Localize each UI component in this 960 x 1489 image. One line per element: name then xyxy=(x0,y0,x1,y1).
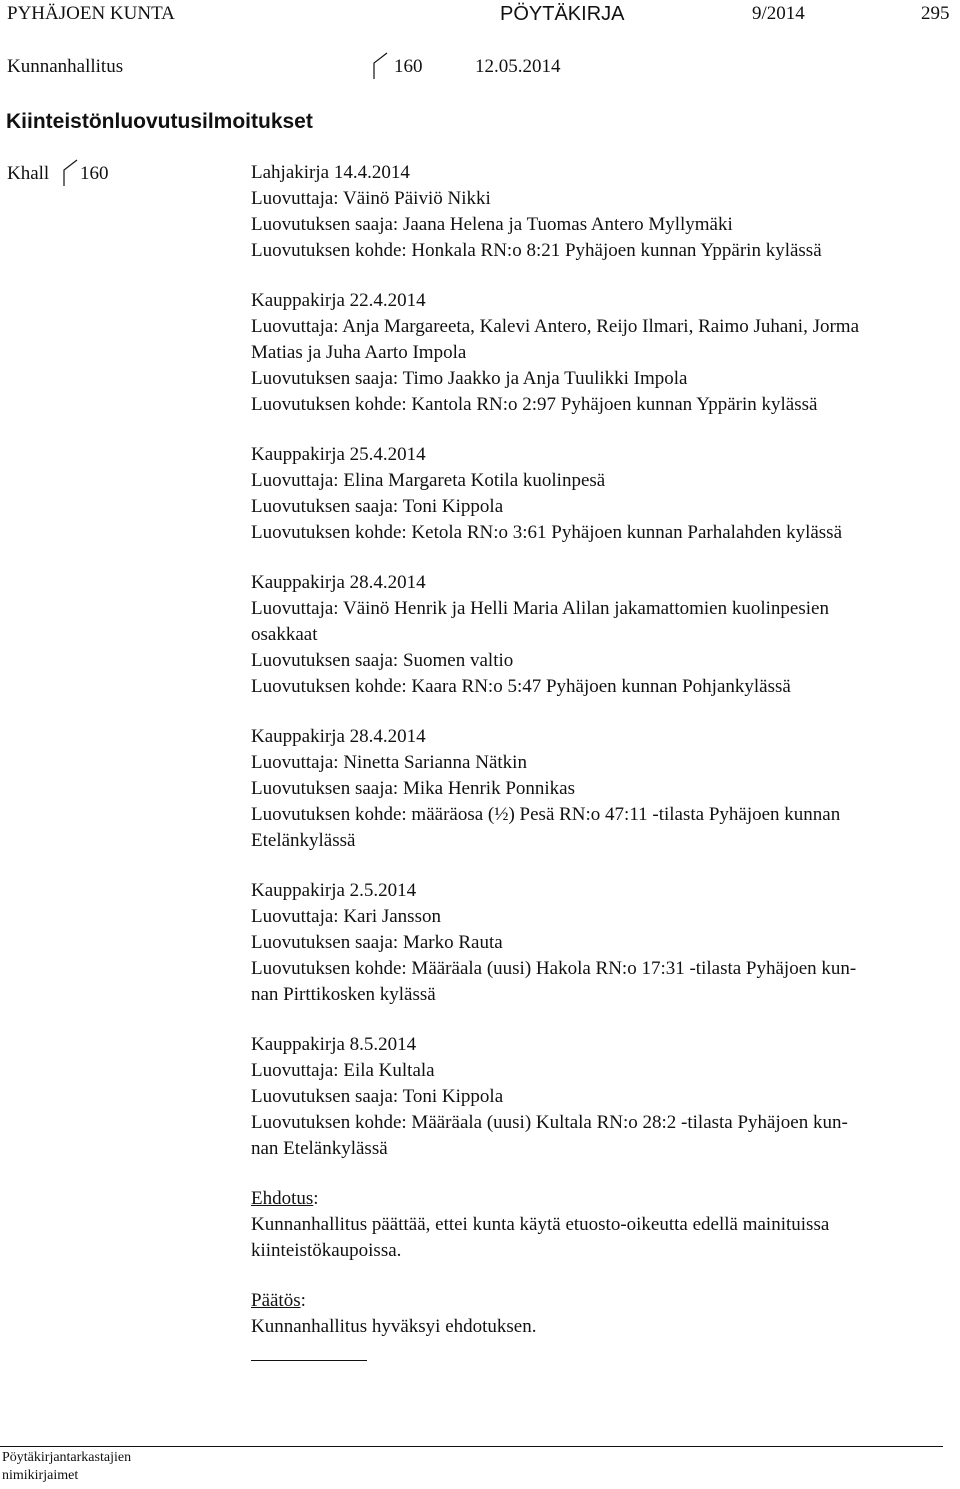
entry-line: Luovutuksen saaja: Jaana Helena ja Tuomas Antero Myllymäki xyxy=(251,214,733,235)
decision-heading-text: Päätös xyxy=(251,1290,301,1311)
entry-line: Kauppakirja 2.5.2014 xyxy=(251,880,417,901)
entry-line: Luovutuksen saaja: Toni Kippola xyxy=(251,1086,504,1107)
entry-line: Luovutuksen kohde: Kaara RN:o 5:47 Pyhäjoen kunnan Pohjankylässä xyxy=(251,676,791,697)
entry-line: Luovutuksen saaja: Toni Kippola xyxy=(251,496,504,517)
entry-line: Kauppakirja 28.4.2014 xyxy=(251,726,426,747)
entry-line: osakkaat xyxy=(251,624,318,645)
entry-line: Matias ja Juha Aarto Impola xyxy=(251,342,467,363)
decision-text: Kunnanhallitus hyväksyi ehdotuksen. xyxy=(251,1316,537,1337)
entry-line: Luovutuksen saaja: Mika Henrik Ponnikas xyxy=(251,778,576,799)
entry-line: Luovuttaja: Väinö Henrik ja Helli Maria Alilan jakamattomien kuolinpesien xyxy=(251,598,829,619)
entry-line: Kauppakirja 22.4.2014 xyxy=(251,290,426,311)
section-number: 160 xyxy=(394,56,423,77)
proposal-text-line: Kunnanhallitus päättää, ettei kunta käytä etuosto-oikeutta edellä mainituissa xyxy=(251,1214,830,1235)
decision-heading xyxy=(251,1288,306,1314)
entry-line: Luovuttaja: Elina Margareta Kotila kuolinpesä xyxy=(251,470,606,491)
entry-line: Luovuttaja: Kari Jansson xyxy=(251,906,441,927)
proposal-heading-colon: : xyxy=(313,1188,319,1209)
entry-line: Luovutuksen saaja: Marko Rauta xyxy=(251,932,503,953)
entry-line: Luovutuksen kohde: Kantola RN:o 2:97 Pyhäjoen kunnan Yppärin kylässä xyxy=(251,394,818,415)
entry-line: Luovuttaja: Väinö Päiviö Nikki xyxy=(251,188,491,209)
proposal-heading-text: Ehdotus xyxy=(251,1188,314,1209)
reference-label: Khall xyxy=(7,163,50,184)
entry-line: Luovutuksen kohde: Määräala (uusi) Hakola RN:o 17:31 -tilasta Pyhäjoen kun- xyxy=(251,958,857,979)
entry-line: Luovutuksen saaja: Suomen valtio xyxy=(251,650,514,671)
decision-heading-colon: : xyxy=(300,1290,306,1311)
entry-line: Luovutuksen kohde: Ketola RN:o 3:61 Pyhäjoen kunnan Parhalahden kylässä xyxy=(251,522,843,543)
reference-number: 160 xyxy=(80,163,109,184)
proposal-text-line: kiinteistökaupoissa. xyxy=(251,1240,402,1261)
footer-signature-label: Pöytäkirjantarkastajien xyxy=(2,1450,132,1465)
entry-line: nan Etelänkylässä xyxy=(251,1138,388,1159)
entry-line: Luovutuksen kohde: määräosa (½) Pesä RN:o 47:11 -tilasta Pyhäjoen kunnan xyxy=(251,804,841,825)
end-rule xyxy=(251,1360,367,1361)
municipality-name: PYHÄJOEN KUNTA xyxy=(7,3,175,24)
page-number: 295 xyxy=(921,3,950,24)
entry-line: Luovutuksen kohde: Määräala (uusi) Kultala RN:o 28:2 -tilasta Pyhäjoen kun- xyxy=(251,1112,848,1133)
entry-line: Luovuttaja: Eila Kultala xyxy=(251,1060,435,1081)
meeting-date: 12.05.2014 xyxy=(475,56,561,77)
section-mark-icon xyxy=(368,51,390,81)
footer-signature-label-2: nimikirjaimet xyxy=(2,1468,79,1483)
body-name: Kunnanhallitus xyxy=(7,56,124,77)
entry-line: Kauppakirja 8.5.2014 xyxy=(251,1034,417,1055)
entry-line: Luovutuksen saaja: Timo Jaakko ja Anja Tuulikki Impola xyxy=(251,368,688,389)
issue-number: 9/2014 xyxy=(752,3,805,24)
section-mark-icon xyxy=(58,158,80,188)
entry-line: Luovuttaja: Ninetta Sarianna Nätkin xyxy=(251,752,527,773)
entry-line: Luovutuksen kohde: Honkala RN:o 8:21 Pyhäjoen kunnan Yppärin kylässä xyxy=(251,240,822,261)
entry-line: Kauppakirja 28.4.2014 xyxy=(251,572,426,593)
entry-line: Lahjakirja 14.4.2014 xyxy=(251,162,410,183)
page-title: Kiinteistönluovutusilmoitukset xyxy=(6,110,313,133)
entry-line: Luovuttaja: Anja Margareeta, Kalevi Antero, Reijo Ilmari, Raimo Juhani, Jorma xyxy=(251,316,860,337)
document-type: PÖYTÄKIRJA xyxy=(500,3,625,25)
entry-line: Kauppakirja 25.4.2014 xyxy=(251,444,426,465)
entry-line: Etelänkylässä xyxy=(251,830,356,851)
entry-line: nan Pirttikosken kylässä xyxy=(251,984,436,1005)
footer-rule xyxy=(0,1446,943,1447)
proposal-heading xyxy=(251,1186,319,1212)
